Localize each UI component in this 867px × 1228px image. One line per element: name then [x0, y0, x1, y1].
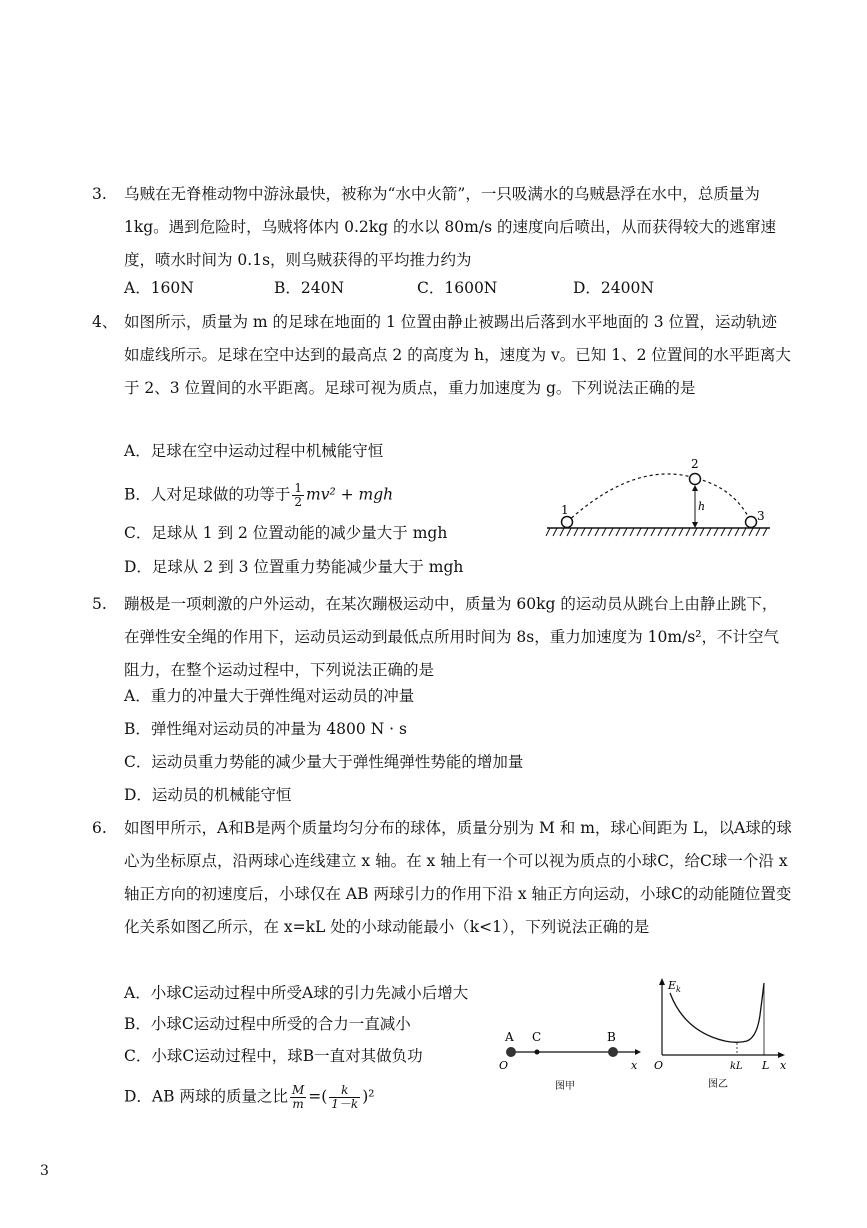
option-d-prefix: D．AB 两球的质量之比: [124, 1087, 288, 1106]
arrow-right-icon: [778, 1052, 785, 1058]
ek-curve: [670, 983, 764, 1042]
option-b-prefix: B．人对足球做的功等于: [124, 485, 291, 504]
option-d: D．运动员的机械能守恒: [124, 786, 292, 804]
arrow-right-icon: [635, 1049, 641, 1055]
label-height: h: [698, 500, 706, 513]
ball-icon: [690, 474, 701, 485]
option-c: C．运动员重力势能的减少量大于弹性绳弹性势能的增加量: [124, 753, 524, 771]
figure-yi: [652, 975, 792, 1095]
figure-caption: 图甲: [555, 1081, 575, 1092]
question-text: 蹦极是一项刺激的户外运动，在某次蹦极运动中，质量为 60kg 的运动员从跳台上由静止跳下，在弹性安全绳的作用下，运动员运动到最低点所用时间为 8s，重力加速度为 10m/s²，不计空气阻力，在整个运动过程中，下列说法正确的是: [124, 595, 779, 679]
fraction-denominator: 1－k: [331, 1097, 359, 1111]
ball-icon: [746, 517, 757, 528]
close-paren-squared: )²: [362, 1087, 375, 1106]
figure-caption: 图乙: [708, 1079, 728, 1090]
question-3: [92, 178, 792, 277]
label-l: L: [762, 1059, 770, 1072]
option-a: A．160N: [124, 279, 194, 297]
arrow-down-icon: [692, 522, 698, 528]
fraction-mass: [290, 1084, 306, 1111]
ball-icon: [562, 517, 573, 528]
label-origin: O: [654, 1059, 664, 1072]
option-a: A．足球在空中运动过程中机械能守恒: [124, 442, 384, 460]
option-b: B．小球C运动过程中所受的合力一直减小: [124, 1015, 411, 1033]
question-text: 如图所示，质量为 m 的足球在地面的 1 位置由静止被踢出后落到水平地面的 3 位置，运动轨迹如虚线所示。足球在空中达到的最高点 2 的高度为 h，速度为 v。已知 1、2 位置间的水平距离大于 2、3 位置间的水平距离。足球可视为质点，重力加速度为 g。下列说法正确的是: [124, 313, 791, 397]
question-number: 6.: [92, 819, 107, 837]
arrow-up-icon: [692, 485, 698, 491]
equals-paren: =(: [308, 1087, 328, 1106]
question-4: [92, 306, 792, 405]
fraction-numerator: 1: [294, 481, 303, 495]
arrow-up-icon: [659, 978, 665, 985]
question-number: 5.: [92, 595, 107, 613]
label-x: x: [780, 1059, 787, 1072]
figure-jia: [495, 1025, 645, 1095]
label-b: B: [607, 1030, 616, 1044]
question-6: [92, 812, 792, 944]
option-d: D．足球从 2 到 3 位置重力势能减少量大于 mgh: [124, 558, 464, 576]
label-a: A: [505, 1030, 514, 1044]
option-d: [124, 1084, 374, 1111]
label-position-1: 1: [561, 503, 569, 517]
fraction-denominator: 2: [294, 495, 303, 509]
label-x: x: [631, 1059, 638, 1072]
page-number: 3: [40, 1163, 49, 1179]
trajectory-curve: [567, 474, 751, 522]
option-c: C．1600N: [417, 279, 498, 297]
question-text: 如图甲所示，A和B是两个质量均匀分布的球体，质量分别为 M 和 m，球心间距为 L，以A球的球心为坐标原点，沿两球心连线建立 x 轴。在 x 轴上有一个可以视为质点的小球C，给C球一个沿 x 轴正方向的初速度后，小球仅在 AB 两球引力的作用下沿 x 轴正方向运动，小球C的动能随位置变化关系如图乙所示，在 x=kL 处的小球动能最小（k<1），下列说法正确的是: [124, 819, 792, 936]
label-kl: kL: [730, 1061, 743, 1072]
option-a: A．小球C运动过程中所受A球的引力先减小后增大: [124, 984, 469, 1002]
question-number: 4、: [92, 313, 118, 331]
ground-hatching: [546, 528, 767, 536]
trajectory-figure: [545, 450, 775, 545]
option-c: C．小球C运动过程中，球B一直对其做负功: [124, 1047, 423, 1065]
label-position-2: 2: [691, 457, 699, 471]
option-d: D．2400N: [573, 279, 654, 297]
question-number: 3.: [92, 185, 107, 203]
option-a: A．重力的冲量大于弹性绳对运动员的冲量: [124, 687, 415, 705]
option-b: [124, 482, 393, 509]
fraction-k: [329, 1084, 360, 1111]
label-position-3: 3: [757, 509, 765, 523]
option-b: B．240N: [274, 279, 345, 297]
option-c: C．足球从 1 到 2 位置动能的减少量大于 mgh: [124, 524, 448, 542]
label-origin: O: [499, 1059, 509, 1072]
fraction: [292, 482, 304, 509]
option-b-expression: mv² + mgh: [306, 485, 394, 504]
label-ek: $E_k$: [668, 979, 681, 994]
sphere-a: [506, 1047, 516, 1057]
fraction-denominator: m: [292, 1097, 304, 1111]
question-text: 乌贼在无脊椎动物中游泳最快，被称为“水中火箭”，一只吸满水的乌贼悬浮在水中，总质量为1kg。遇到危险时，乌贼将体内 0.2kg 的水以 80m/s 的速度向后喷出，从而获得较大的逃窜速度，喷水时间为 0.1s，则乌贼获得的平均推力约为: [124, 185, 776, 269]
fraction-numerator: M: [291, 1083, 305, 1097]
option-b: B．弹性绳对运动员的冲量为 4800 N · s: [124, 720, 407, 738]
fraction-numerator: k: [329, 1084, 360, 1098]
label-c: C: [532, 1030, 542, 1044]
ball-c: [535, 1050, 540, 1055]
sphere-b: [608, 1047, 618, 1057]
question-5: [92, 588, 792, 687]
